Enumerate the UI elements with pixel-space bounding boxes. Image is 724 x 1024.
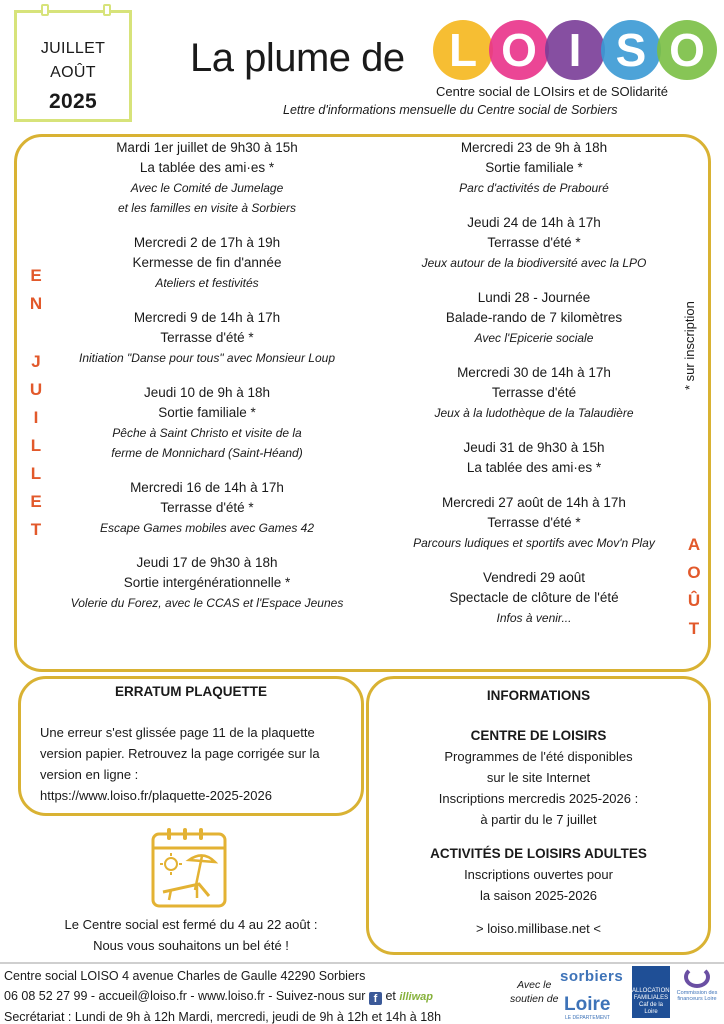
calendar-ring-icon: [103, 4, 111, 16]
event-date: Jeudi 10 de 9h à 18h: [143, 385, 271, 400]
event-item: [48, 553, 366, 613]
side-letter: A: [687, 535, 701, 554]
logo-letter: O: [489, 20, 549, 80]
side-letter: T: [30, 520, 42, 539]
event-info: Avec le Comité de Jumelage: [130, 181, 284, 195]
footer-and: et: [385, 989, 396, 1003]
event-item: [384, 288, 684, 348]
event-date: Vendredi 29 août: [482, 570, 586, 585]
event-item: [48, 478, 366, 538]
event-info: Jeux autour de la biodiversité avec la LPO: [421, 256, 647, 270]
event-item: [384, 213, 684, 273]
event-info: Avec l'Epicerie sociale: [474, 331, 594, 345]
event-info: Pêche à Saint Christo et visite de la: [112, 426, 302, 440]
logo-letter: O: [657, 20, 717, 80]
centre-loisirs-lines: [366, 746, 711, 830]
event-title: Sortie familiale *: [158, 405, 256, 420]
page-title: La plume de: [190, 36, 405, 80]
event-title: Spectacle de clôture de l'été: [449, 590, 619, 605]
event-date: Mercredi 23 de 9h à 18h: [460, 140, 608, 155]
event-title: Terrasse d'été *: [487, 515, 581, 530]
event-date: Jeudi 17 de 9h30 à 18h: [136, 555, 278, 570]
closure-line-1: Le Centre social est fermé du 4 au 22 août :: [64, 917, 318, 932]
commission-financeurs-mark: [684, 966, 710, 988]
event-item: [384, 493, 684, 553]
loire-logo: Loire: [564, 994, 611, 1015]
illiwap-icon[interactable]: illiwap: [399, 991, 433, 1003]
event-info: Parc d'activités de Prabouré: [459, 181, 609, 195]
event-info: Jeux à la ludothèque de la Talaudière: [434, 406, 634, 420]
event-title: Terrasse d'été *: [487, 235, 581, 250]
side-spacer: [26, 318, 46, 348]
loire-logo-sub: LE DÉPARTEMENT: [565, 1015, 610, 1021]
event-date: Jeudi 31 de 9h30 à 15h: [463, 440, 605, 455]
event-info: ferme de Monnichard (Saint-Héand): [111, 446, 303, 460]
side-label-en-juillet: [26, 262, 46, 544]
event-date: Jeudi 24 de 14h à 17h: [467, 215, 601, 230]
event-title: Sortie familiale *: [485, 160, 583, 175]
erratum-text: Une erreur s'est glissée page 11 de la plaquette version papier. Retrouvez la page corrigée sur la version en ligne :: [40, 725, 320, 782]
side-letter: L: [30, 436, 42, 455]
side-letter: E: [30, 492, 42, 511]
month-juillet: JUILLET: [40, 40, 106, 57]
footer-contacts: [4, 986, 441, 1007]
event-info: Escape Games mobiles avec Games 42: [99, 521, 315, 535]
info-line: sur le site Internet: [486, 770, 591, 785]
subtitle: Centre social de LOIsirs et de SOlidarité: [436, 84, 668, 99]
event-date: Mercredi 2 de 17h à 19h: [133, 235, 281, 250]
commission-financeurs-logo: [674, 966, 720, 1018]
side-letter: T: [688, 619, 700, 638]
events-july: [48, 138, 366, 628]
commission-financeurs-text: Commission des financeurs Loire: [676, 990, 718, 1002]
informations-title: INFORMATIONS: [486, 688, 591, 703]
event-info: Volerie du Forez, avec le CCAS et l'Espace Jeunes: [70, 596, 344, 610]
event-item: [48, 383, 366, 463]
events-late: [384, 138, 684, 643]
sorbiers-logo: sorbiers: [560, 968, 624, 985]
event-title: Kermesse de fin d'année: [132, 255, 282, 270]
footer-contact: [4, 966, 441, 1024]
event-item: [48, 308, 366, 368]
loiso-logo: [433, 20, 718, 82]
footer-address: Centre social LOISO 4 avenue Charles de Gaulle 42290 Sorbiers: [4, 969, 366, 983]
closure-notice: [18, 914, 364, 956]
event-title: Sortie intergénérationnelle *: [123, 575, 291, 590]
event-info: Infos à venir...: [496, 611, 572, 625]
info-line: Programmes de l'été disponibles: [444, 749, 633, 764]
event-info: et les familles en visite à Sorbiers: [117, 201, 297, 215]
calendar-ring-icon: [41, 4, 49, 16]
partners-label: [510, 978, 558, 1006]
erratum-title: ERRATUM PLAQUETTE: [115, 684, 267, 699]
footer-contact-text: 06 08 52 27 99 - accueil@loiso.fr - www.loiso.fr - Suivez-nous sur: [4, 989, 366, 1003]
event-title: Terrasse d'été: [491, 385, 577, 400]
event-date: Mercredi 9 de 14h à 17h: [133, 310, 281, 325]
event-date: Lundi 28 - Journée: [477, 290, 591, 305]
logo-letter: L: [433, 20, 493, 80]
footer-divider: [0, 962, 724, 964]
side-letter: N: [29, 294, 43, 313]
info-line: à partir du le 7 juillet: [480, 812, 597, 827]
side-letter: L: [30, 464, 42, 483]
event-item: [48, 233, 366, 293]
event-item: [384, 568, 684, 628]
closure-line-2: Nous vous souhaitons un bel été !: [93, 938, 289, 953]
event-date: Mardi 1er juillet de 9h30 à 15h: [116, 140, 298, 155]
event-title: Terrasse d'été *: [160, 500, 254, 515]
erratum-link[interactable]: https://www.loiso.fr/plaquette-2025-2026: [40, 788, 272, 803]
event-info: Ateliers et festivités: [155, 276, 259, 290]
event-date: Mercredi 30 de 14h à 17h: [457, 365, 611, 380]
tagline: Lettre d'informations mensuelle du Centre social de Sorbiers: [283, 103, 618, 117]
activites-adultes-lines: [366, 864, 711, 906]
side-label-aout: [684, 531, 704, 643]
event-item: [384, 363, 684, 423]
side-letter: J: [31, 352, 41, 371]
inscription-note: * sur inscription: [682, 301, 697, 390]
facebook-icon[interactable]: f: [369, 992, 382, 1005]
footer-hours: Secrétariat : Lundi de 9h à 12h Mardi, mercredi, jeudi de 9h à 12h et 14h à 18h: [4, 1010, 442, 1024]
erratum-body: [40, 722, 352, 806]
month-aout: AOÛT: [50, 64, 96, 81]
logo-letter: S: [601, 20, 661, 80]
centre-loisirs-title: CENTRE DE LOISIRS: [470, 728, 607, 743]
event-info: Initiation "Danse pour tous" avec Monsieur Loup: [78, 351, 335, 365]
event-item: [384, 438, 684, 478]
date-badge: [14, 10, 132, 122]
side-letter: U: [29, 380, 43, 399]
side-letter: O: [687, 563, 701, 582]
event-date: Mercredi 27 août de 14h à 17h: [442, 495, 626, 510]
year: 2025: [49, 90, 97, 113]
calendar-beach-icon: [149, 826, 229, 910]
info-line: la saison 2025-2026: [479, 888, 598, 903]
info-line: Inscriptions ouvertes pour: [464, 867, 613, 882]
side-letter: E: [30, 266, 42, 285]
event-title: Terrasse d'été *: [160, 330, 254, 345]
event-date: Mercredi 16 de 14h à 17h: [130, 480, 284, 495]
side-letter: I: [33, 408, 39, 427]
event-title: La tablée des ami·es *: [139, 160, 275, 175]
informations-content: [366, 686, 711, 939]
activites-adultes-title: ACTIVITÉS DE LOISIRS ADULTES: [430, 846, 647, 861]
event-item: [48, 138, 366, 218]
logo-letter: I: [545, 20, 605, 80]
millibase-link[interactable]: > loiso.millibase.net <: [475, 921, 601, 936]
info-line: Inscriptions mercredis 2025-2026 :: [438, 791, 639, 806]
event-info: Parcours ludiques et sportifs avec Mov'n Play: [413, 536, 655, 550]
event-item: [384, 138, 684, 198]
partners-label-2: soutien de: [510, 993, 559, 1005]
partners-label-1: Avec le: [517, 979, 552, 991]
event-title: La tablée des ami·es *: [466, 460, 602, 475]
event-title: Balade-rando de 7 kilomètres: [445, 310, 623, 325]
caf-logo: ALLOCATIONS FAMILIALES Caf de la Loire: [632, 966, 670, 1018]
side-letter: Û: [687, 591, 701, 610]
